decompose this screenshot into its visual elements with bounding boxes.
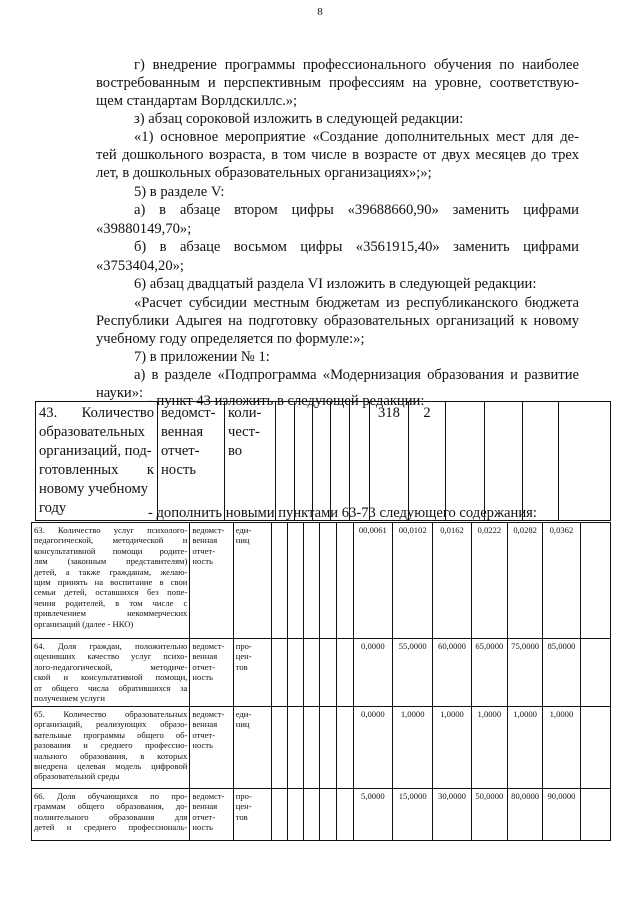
value-cell: 0,0000 xyxy=(353,639,392,707)
value-cell: 85,0000 xyxy=(543,639,580,707)
cell-line: детей и среднего профессиональ- xyxy=(34,822,188,833)
value-cell: 00,0102 xyxy=(393,523,433,639)
cell-line: готовленных к xyxy=(39,462,154,478)
cell-line: от общего числа обратившихся за xyxy=(34,682,188,693)
indicator-name-cell xyxy=(32,639,190,707)
empty-cell xyxy=(288,789,304,841)
unit-cell xyxy=(233,789,271,841)
value-cell: 15,0000 xyxy=(393,789,433,841)
empty-cell xyxy=(580,789,610,841)
indicator-name-cell xyxy=(36,402,158,521)
source-cell xyxy=(190,789,233,841)
cell-line: полнительного образования для xyxy=(34,811,188,822)
cell-line: организаций (далее - НКО) xyxy=(34,618,134,629)
cell-line: ведомст- xyxy=(161,405,216,421)
unit-cell xyxy=(233,523,271,639)
value-cell: 1,0000 xyxy=(433,707,471,789)
cell-line: ведомст- xyxy=(192,641,225,651)
empty-cell xyxy=(580,639,610,707)
cell-line: венная xyxy=(192,535,218,546)
paragraph-line: а) в разделе «Подпрограмма «Модернизация образования и развитие xyxy=(134,367,579,383)
paragraph-line: з) абзац сороковой изложить в следующей редакции: xyxy=(134,111,464,127)
source-cell xyxy=(190,639,233,707)
cell-line: ность xyxy=(192,556,213,567)
empty-cell xyxy=(304,639,320,707)
cell-line: внедрена целевая модель цифровой xyxy=(34,761,188,772)
cell-line: ность xyxy=(192,740,213,751)
empty-cell xyxy=(559,402,611,521)
cell-line: лям (законным представителям) xyxy=(34,556,188,567)
paragraph-line: - пункт 43 изложить в следующей редакции: xyxy=(148,393,425,409)
cell-line: чения родителей, в том числе с xyxy=(34,597,188,608)
unit-cell xyxy=(233,707,271,789)
table-item-43 xyxy=(35,401,611,521)
paragraph-line: лет, в дошкольных образовательных организациях»;»; xyxy=(96,165,432,181)
cell-line: семьи детей, оставшихся без попе- xyxy=(34,587,188,598)
value-cell: 5,0000 xyxy=(353,789,392,841)
source-cell xyxy=(158,402,225,521)
paragraph-line: - дополнить новыми пунктами 63-73 следующего содержания: xyxy=(148,505,537,521)
empty-cell xyxy=(336,789,353,841)
empty-cell xyxy=(523,402,559,521)
empty-cell xyxy=(272,789,288,841)
cell-line: организаций, реализующих образо- xyxy=(34,719,188,730)
empty-cell xyxy=(295,402,313,521)
cell-line: организаций, под- xyxy=(39,443,152,459)
cell-line: педагогической, методической и xyxy=(34,535,188,546)
empty-cell xyxy=(580,707,610,789)
paragraph-line: «Расчет субсидии местным бюджетам из республиканского бюджета xyxy=(134,295,579,311)
empty-cell xyxy=(288,707,304,789)
value-cell: 50,0000 xyxy=(471,789,507,841)
value-cell: 0,0162 xyxy=(433,523,471,639)
source-cell xyxy=(190,707,233,789)
source-cell xyxy=(190,523,233,639)
cell-line: ведомст- xyxy=(192,525,225,535)
paragraph-line: учебному году определяется по формуле:»; xyxy=(96,331,365,347)
cell-line: детей, а также гражданам, желаю- xyxy=(34,566,188,577)
value-cell: 0,0222 xyxy=(471,523,507,639)
table-row xyxy=(32,707,611,789)
empty-cell xyxy=(304,707,320,789)
cell-line: вательные программы общего об- xyxy=(34,729,188,740)
cell-line: отчет- xyxy=(192,729,216,740)
empty-cell xyxy=(288,523,304,639)
value-cell: 318 xyxy=(370,402,409,521)
empty-cell xyxy=(304,789,320,841)
paragraph-line: Республики Адыгея на подготовку образовательных организаций к новому xyxy=(96,313,579,329)
cell-line: тов xyxy=(235,811,248,822)
cell-line: цен- xyxy=(235,801,252,812)
cell-line: венная xyxy=(192,651,218,662)
value-cell: 0,0000 xyxy=(353,707,392,789)
cell-line: оценивших качество услуг психо- xyxy=(34,651,188,662)
cell-line: ниц xyxy=(235,719,250,730)
paragraph-line: г) внедрение программы профессионального обучения по наиболее xyxy=(134,57,579,73)
cell-line: ской и консультативной помощи, xyxy=(34,672,188,683)
indicator-name-cell xyxy=(32,523,190,639)
value-cell: 1,0000 xyxy=(471,707,507,789)
empty-cell xyxy=(336,639,353,707)
empty-cell xyxy=(336,707,353,789)
cell-line: образовательных xyxy=(39,424,145,440)
cell-line: щим принять на воспитание в свои xyxy=(34,577,188,588)
cell-line: коли- xyxy=(228,405,262,421)
cell-line: 43. Количество xyxy=(39,405,154,421)
empty-cell xyxy=(320,523,336,639)
paragraph-line: а) в абзаце втором цифры «39688660,90» заменить цифрами xyxy=(134,202,579,218)
table-row xyxy=(32,789,611,841)
paragraph-line: науки»: xyxy=(96,385,144,401)
cell-line: тов xyxy=(235,661,248,672)
paragraph-line: 7) в приложении № 1: xyxy=(134,349,270,365)
empty-cell xyxy=(272,523,288,639)
cell-line: образовательной среды xyxy=(34,771,120,782)
empty-cell xyxy=(320,707,336,789)
cell-line: отчет- xyxy=(192,811,216,822)
cell-line: нального образования, в которых xyxy=(34,750,188,761)
cell-line: 64. Доля граждан, положительно xyxy=(34,641,188,651)
value-cell: 0,0282 xyxy=(508,523,543,639)
empty-cell xyxy=(313,402,331,521)
cell-line: венная xyxy=(161,424,204,440)
cell-line: отчет- xyxy=(192,661,216,672)
cell-line: ность xyxy=(161,462,196,478)
value-cell: 30,0000 xyxy=(433,789,471,841)
cell-line: отчет- xyxy=(161,443,200,459)
cell-line: во xyxy=(228,443,243,459)
cell-line: 65. Количество образовательных xyxy=(34,709,188,719)
paragraph-line: б) в абзаце восьмом цифры «3561915,40» заменить цифрами xyxy=(134,239,579,255)
empty-cell xyxy=(580,523,610,639)
empty-cell xyxy=(304,523,320,639)
cell-line: граммам общего образования, до- xyxy=(34,801,188,812)
empty-cell xyxy=(272,707,288,789)
value-cell: 90,0000 xyxy=(543,789,580,841)
cell-line: 63. Количество услуг психолого- xyxy=(34,525,188,535)
empty-cell xyxy=(320,639,336,707)
empty-cell xyxy=(288,639,304,707)
cell-line: ниц xyxy=(235,535,250,546)
value-cell: 55,0000 xyxy=(393,639,433,707)
empty-cell xyxy=(485,402,523,521)
page-number: 8 xyxy=(317,6,323,18)
cell-line: венная xyxy=(192,719,218,730)
value-cell: 00,0061 xyxy=(353,523,392,639)
paragraph-line: «39880149,70»; xyxy=(96,221,192,237)
empty-cell xyxy=(350,402,370,521)
unit-cell xyxy=(225,402,276,521)
cell-line: ность xyxy=(192,672,213,683)
paragraph-line: 5) в разделе V: xyxy=(134,184,225,200)
cell-line: чест- xyxy=(228,424,260,440)
cell-line: разования и среднего профессио- xyxy=(34,740,188,751)
cell-line: про- xyxy=(235,641,252,651)
value-cell: 75,0000 xyxy=(508,639,543,707)
empty-cell xyxy=(446,402,485,521)
empty-cell xyxy=(336,523,353,639)
value-cell: 60,0000 xyxy=(433,639,471,707)
cell-line: ность xyxy=(192,822,213,833)
cell-line: лого-педагогической, методиче- xyxy=(34,661,188,672)
cell-line: году xyxy=(39,500,67,516)
table-new-items xyxy=(31,522,611,841)
cell-line: ведомст- xyxy=(192,791,225,801)
paragraph-line: щем стандартам Ворлдскиллс.»; xyxy=(96,93,298,109)
empty-cell xyxy=(331,402,350,521)
empty-cell xyxy=(276,402,295,521)
value-cell: 1,0000 xyxy=(543,707,580,789)
cell-line: консультативной помощи родите- xyxy=(34,545,188,556)
table-row xyxy=(32,639,611,707)
value-cell: 80,0000 xyxy=(508,789,543,841)
value-cell: 0,0362 xyxy=(543,523,580,639)
cell-line: 66. Доля обучающихся по про- xyxy=(34,791,188,801)
paragraph-line: «3753404,20»; xyxy=(96,258,184,274)
paragraph-line: «1) основное мероприятие «Создание дополнительных мест для де- xyxy=(134,129,579,145)
value-cell: 2 xyxy=(409,402,446,521)
empty-cell xyxy=(320,789,336,841)
value-cell: 1,0000 xyxy=(508,707,543,789)
cell-line: еди- xyxy=(235,525,252,535)
paragraph-line: 6) абзац двадцатый раздела VI изложить в следующей редакции: xyxy=(134,276,537,292)
cell-line: отчет- xyxy=(192,545,216,556)
paragraph-line: тей дошкольного возраста, в том числе в возрасте от двух месяцев до трех xyxy=(96,147,579,163)
empty-cell xyxy=(272,639,288,707)
value-cell: 65,0000 xyxy=(471,639,507,707)
cell-line: еди- xyxy=(235,709,252,719)
cell-line: венная xyxy=(192,801,218,812)
cell-line: цен- xyxy=(235,651,252,662)
cell-line: про- xyxy=(235,791,252,801)
value-cell: 1,0000 xyxy=(393,707,433,789)
indicator-name-cell xyxy=(32,707,190,789)
cell-line: ведомст- xyxy=(192,709,225,719)
cell-line: получением услуги xyxy=(34,693,105,704)
table-row xyxy=(32,523,611,639)
unit-cell xyxy=(233,639,271,707)
cell-line: новому учебному xyxy=(39,481,148,497)
cell-line: привлечением некоммерческих xyxy=(34,608,188,619)
paragraph-line: востребованным и перспективным профессиям на уровне, соответствую- xyxy=(96,75,579,91)
indicator-name-cell xyxy=(32,789,190,841)
